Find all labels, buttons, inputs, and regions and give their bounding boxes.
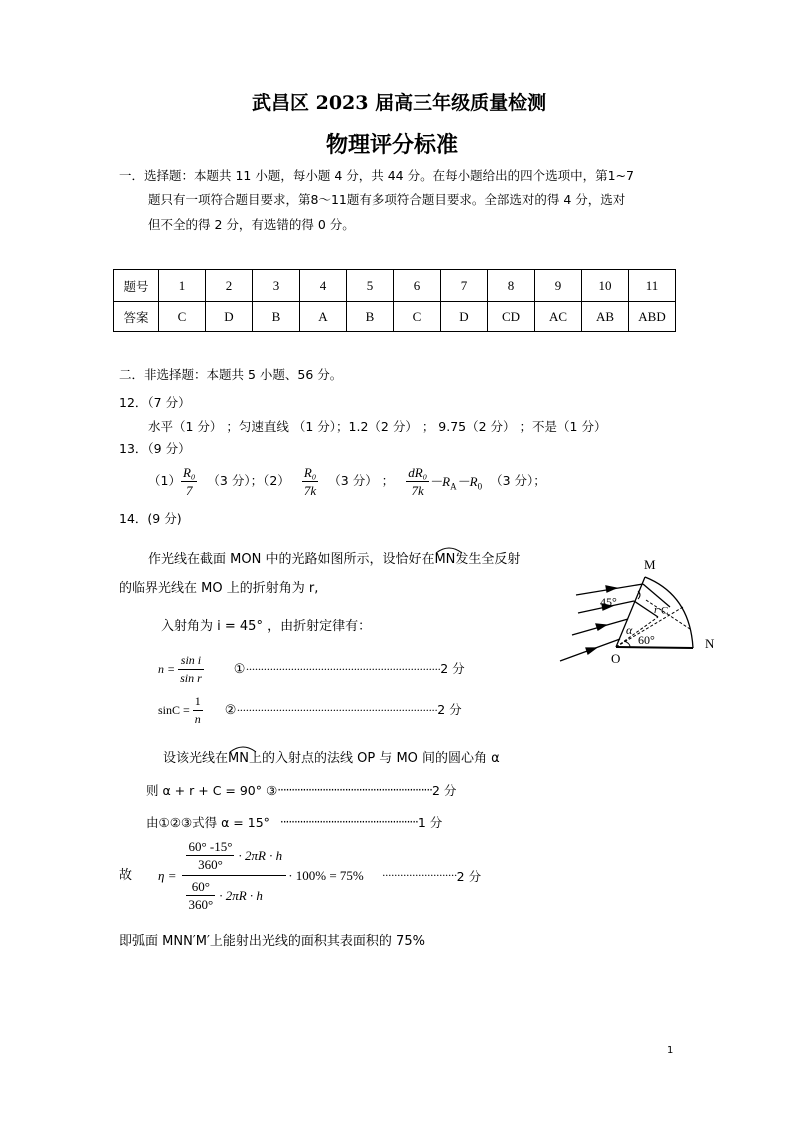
- equation-2: sinC = $\frac{1}{n}$ ② ··································································· 2 分: [158, 693, 462, 726]
- table-cell: 2: [206, 270, 253, 302]
- q14-conclusion: 即弧面 MNN′M′上能射出光线的面积其表面积的 75%: [119, 934, 425, 949]
- optics-diagram: [550, 555, 720, 670]
- label-alpha: α: [626, 623, 633, 637]
- table-cell: 8: [488, 270, 535, 302]
- section2-heading: 二．非选择题：本题共 5 小题、56 分。: [119, 367, 343, 382]
- equation-4: 由①②③式得 α = 15° ················································· 1 分: [146, 815, 443, 830]
- q13-part1-label: （1）: [148, 472, 181, 488]
- label-r: r: [654, 604, 659, 616]
- q12-body: 水平（1 分） ；匀速直线 （1 分）；1.2（2 分） ； 9.75（2 分） ；不是（1 分）: [148, 419, 607, 434]
- q14-line2: 的临界光线在 MO 上的折射角为 r,: [119, 581, 319, 596]
- equation-5: η = $\frac{60^\circ -15^\circ}{360^\circ}$ · 2πR · h $\frac{60^\circ}{360^\circ}$ · 2πR · h · 100% = 75% ························· 2 分: [158, 839, 482, 912]
- page-number: 1: [667, 1045, 674, 1056]
- table-cell: ABD: [629, 302, 676, 332]
- table-cell: 11: [629, 270, 676, 302]
- table-cell: B: [253, 302, 300, 332]
- label-n: N: [705, 636, 715, 651]
- line-on: [616, 647, 693, 648]
- page-title: 武昌区 2023 届高三年级质量检测: [252, 92, 547, 114]
- table-cell: C: [159, 302, 206, 332]
- table-row-answers: [114, 302, 676, 332]
- arc-mn-label: MN: [434, 553, 455, 566]
- table-cell: CD: [488, 302, 535, 332]
- section1-line2: 题只有一项符合题目要求，第8～11题有多项符合题目要求。全部选对的得 4 分，选对: [148, 192, 626, 207]
- q13-fraction-2: $\frac{\text{R₀}}{7k}$: [303, 464, 317, 498]
- table-cell: 6: [394, 270, 441, 302]
- eta-big-fraction: $\frac{60^\circ -15^\circ}{360^\circ}$ · 2πR · h $\frac{60^\circ}{360^\circ}$ · 2πR · h: [182, 838, 286, 913]
- table-cell: AC: [535, 302, 582, 332]
- q14-line1: 作光线在截面 MON 中的光路如图所示，设恰好在 MN发生全反射: [148, 553, 520, 566]
- table-cell: 1: [159, 270, 206, 302]
- label-angle-60: 60°: [638, 633, 655, 647]
- table-cell: A: [300, 302, 347, 332]
- q13-answers: [148, 462, 546, 500]
- table-cell: 4: [300, 270, 347, 302]
- table-cell: B: [347, 302, 394, 332]
- q14-line4: 设该光线在 MN上的入射点的法线 OP 与 MO 间的圆心角 α: [163, 752, 500, 765]
- q13-score-2: （3 分） ；: [328, 472, 395, 488]
- label-m: M: [644, 557, 656, 572]
- page-subtitle: 物理评分标准: [326, 133, 459, 158]
- table-cell: 7: [441, 270, 488, 302]
- equation-5-prefix: 故: [119, 868, 133, 883]
- table-cell: 5: [347, 270, 394, 302]
- equation-3: 则 α + r + C = 90° ③ ······················································· 2 分: [146, 783, 457, 798]
- label-c: C: [661, 605, 669, 617]
- label-o: O: [611, 651, 621, 666]
- table-header-cell: 答案: [114, 302, 159, 332]
- q12-heading: 12．（7 分）: [119, 395, 191, 410]
- arc-symbol-icon: [434, 546, 464, 554]
- table-cell: AB: [582, 302, 629, 332]
- q13-fraction-3: $\frac{\text{dR₀}}{7k}$: [408, 464, 428, 498]
- table-cell: D: [441, 302, 488, 332]
- equation-1: n = $\frac{\text{sin i}}{\text{sin r}}$ ① ································································· 2 分: [158, 652, 465, 685]
- q13-score-1: （3 分）；（2）: [207, 472, 290, 488]
- table-row-numbers: [114, 270, 676, 302]
- table-cell: 9: [535, 270, 582, 302]
- table-cell: 10: [582, 270, 629, 302]
- q13-tail-r0: $-R_0$: [456, 473, 483, 492]
- table-header-cell: 题号: [114, 270, 159, 302]
- arc-mn-label-2: MN: [228, 752, 249, 765]
- q13-tail-ra: $-R_A$: [429, 473, 457, 492]
- q13-heading: 13．（9 分）: [119, 441, 191, 456]
- section1-line3: 但不全的得 2 分，有选错的得 0 分。: [148, 217, 355, 232]
- label-angle-45: 45°: [600, 595, 617, 609]
- table-cell: D: [206, 302, 253, 332]
- q13-score-3: （3 分）；: [490, 472, 546, 488]
- section1-line1: 一．选择题：本题共 11 小题，每小题 4 分，共 44 分。在每小题给出的四个选项中，第1~7: [119, 168, 634, 183]
- q14-heading: 14．(9 分): [119, 511, 182, 526]
- q14-line3: 入射角为 i = 45° ，由折射定律有：: [161, 619, 372, 634]
- arc-symbol-icon: [228, 745, 258, 753]
- q13-fraction-1: $\frac{\text{R₀}}{7}$: [182, 464, 196, 498]
- table-cell: C: [394, 302, 441, 332]
- table-cell: 3: [253, 270, 300, 302]
- answer-table: [113, 269, 676, 332]
